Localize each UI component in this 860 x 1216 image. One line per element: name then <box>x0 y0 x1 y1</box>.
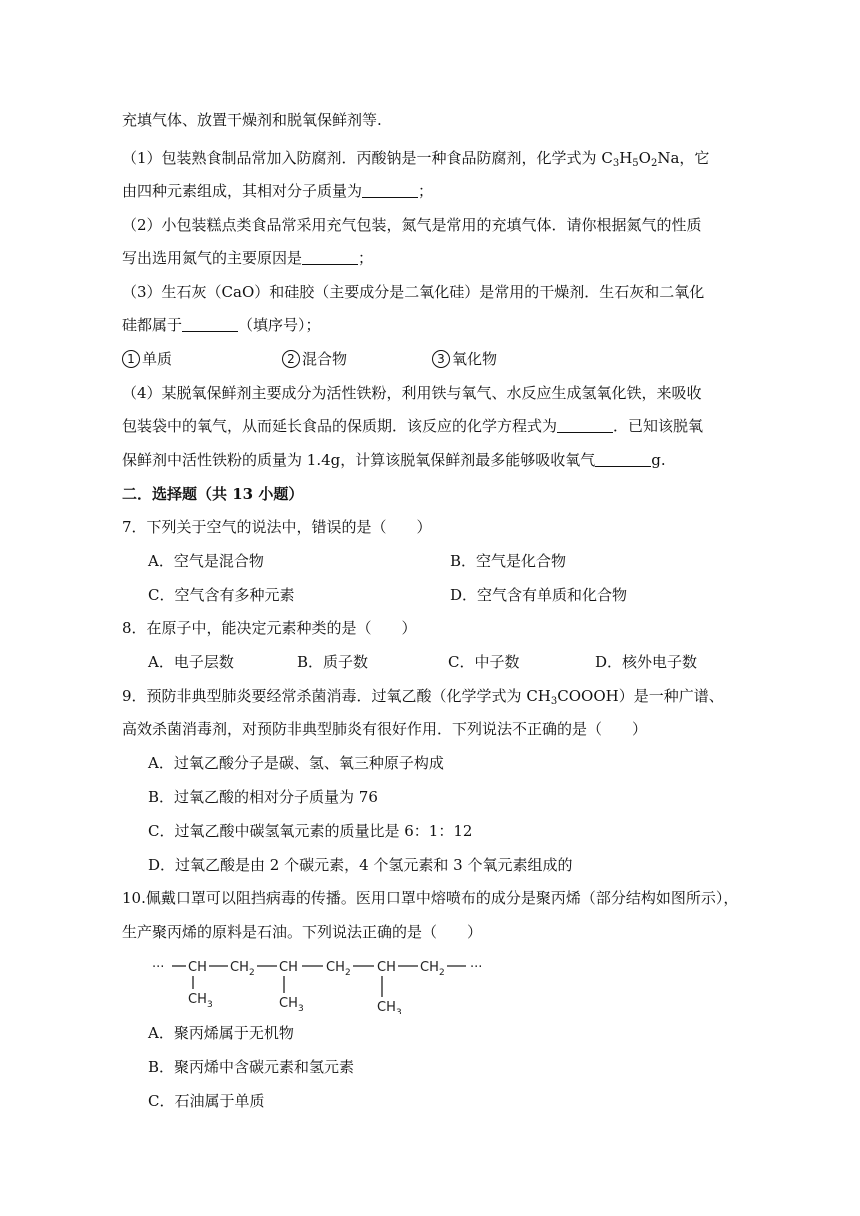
intro-line: 充填气体、放置干燥剂和脱氧保鲜剂等. <box>122 111 382 129</box>
q9-line1: 9．预防非典型肺炎要经常杀菌消毒．过氧乙酸（化学学式为 $CH_3COOOH$）是一种广谱、 <box>122 687 724 707</box>
ch2-3-sub: 2 <box>439 968 445 978</box>
q8-option-c: C．中子数 <box>448 653 520 671</box>
q9-option-a: A．过氧乙酸分子是碳、氢、氧三种原子构成 <box>148 754 444 772</box>
q8-option-d: D．核外电子数 <box>595 653 698 671</box>
ch2-1-sub: 2 <box>249 968 255 978</box>
q7-option-b: B．空气是化合物 <box>450 552 567 570</box>
q10-option-a: A．聚丙烯属于无机物 <box>148 1024 294 1042</box>
polypropylene-structure-figure <box>152 954 492 1014</box>
formula-c3h5o2na: $C_3H_5O_2Na$ <box>601 149 680 169</box>
ch3-1-sub: 3 <box>207 1000 213 1010</box>
ch2-2-label: CH <box>326 960 345 975</box>
circled-number-2: 2 <box>282 350 300 368</box>
ch2-2-sub: 2 <box>345 968 351 978</box>
right-ellipsis: ··· <box>470 960 483 975</box>
answer-blank <box>362 183 418 198</box>
q8-option-b: B．质子数 <box>297 653 369 671</box>
q10-line1: 10.佩戴口罩可以阻挡病毒的传播。医用口罩中熔喷布的成分是聚丙烯（部分结构如图所示）， <box>122 889 739 907</box>
ch2-3-label: CH <box>420 960 439 975</box>
q6-p3-option-3: 3 氧化物 <box>432 349 497 369</box>
q6-p3-line1: （3）生石灰（CaO）和硅胶（主要成分是二氧化硅）是常用的干燥剂．生石灰和二氧化 <box>122 283 705 301</box>
q6-p4-line1: （4）某脱氧保鲜剂主要成分为活性铁粉，利用铁与氧气、水反应生成氢氧化铁，来吸收 <box>122 384 702 402</box>
q6-p4-line3: 保鲜剂中活性铁粉的质量为 1.4g，计算该脱氧保鲜剂最多能够吸收氧气 g. <box>122 451 666 469</box>
ch2-1-label: CH <box>230 960 249 975</box>
q8-option-a: A．电子层数 <box>148 653 234 671</box>
q6-p1-line1: （1）包装熟食制品常加入防腐剂．丙酸钠是一种食品防腐剂，化学式为 $C_3H_5O_2Na$，它 <box>122 149 710 169</box>
section-heading: 二．选择题（共 13 小题） <box>122 485 304 503</box>
q7-option-c: C．空气含有多种元素 <box>148 586 295 604</box>
left-ellipsis: ··· <box>152 960 165 975</box>
answer-blank <box>182 317 238 332</box>
q6-p4-line2: 包装袋中的氧气，从而延长食品的保质期．该反应的化学方程式为 ．已知该脱氧 <box>122 417 704 435</box>
answer-blank <box>595 452 651 467</box>
ch3-1-label: CH <box>188 992 207 1007</box>
q9-option-d: D．过氧乙酸是由 2 个碳元素，4 个氢元素和 3 个氧元素组成的 <box>148 856 573 874</box>
ch3-3-label: CH <box>377 1000 396 1014</box>
q6-p2-line1: （2）小包装糕点类食品常采用充气包装，氮气是常用的充填气体．请你根据氮气的性质 <box>122 216 702 234</box>
q6-p3-option-2: 2 混合物 <box>282 349 347 369</box>
q6-p3-line2: 硅都属于 （填序号）； <box>122 316 321 334</box>
q10-line2: 生产聚丙烯的原料是石油。下列说法正确的是（ ） <box>122 923 483 941</box>
q7-option-a: A．空气是混合物 <box>148 552 264 570</box>
q6-p1-line2: 由四种元素组成，其相对分子质量为 ； <box>122 182 434 200</box>
q6-p3-option-1: 1 单质 <box>122 349 172 369</box>
q10-option-c: C．石油属于单质 <box>148 1092 265 1110</box>
q10-option-b: B．聚丙烯中含碳元素和氢元素 <box>148 1058 355 1076</box>
circled-number-1: 1 <box>122 350 140 368</box>
q9-line2: 高效杀菌消毒剂，对预防非典型肺炎有很好作用．下列说法不正确的是（ ） <box>122 720 648 738</box>
answer-blank <box>557 418 613 433</box>
q9-option-c: C．过氧乙酸中碳氢氧元素的质量比是 6：1：12 <box>148 822 473 840</box>
q7-option-d: D．空气含有单质和化合物 <box>450 586 628 604</box>
circled-number-3: 3 <box>432 350 450 368</box>
q6-p2-line2: 写出选用氮气的主要原因是 ； <box>122 249 374 267</box>
q7-stem: 7．下列关于空气的说法中，错误的是（ ） <box>122 518 432 536</box>
q8-stem: 8．在原子中，能决定元素种类的是（ ） <box>122 619 417 637</box>
ch-2: CH <box>279 960 298 975</box>
ch3-2-label: CH <box>279 996 298 1011</box>
ch-3: CH <box>377 960 396 975</box>
ch3-2-sub: 3 <box>298 1004 304 1014</box>
q9-option-b: B．过氧乙酸的相对分子质量为 76 <box>148 788 378 806</box>
ch3-3-sub: 3 <box>396 1008 402 1014</box>
answer-blank <box>302 250 358 265</box>
ch-1: CH <box>188 960 207 975</box>
